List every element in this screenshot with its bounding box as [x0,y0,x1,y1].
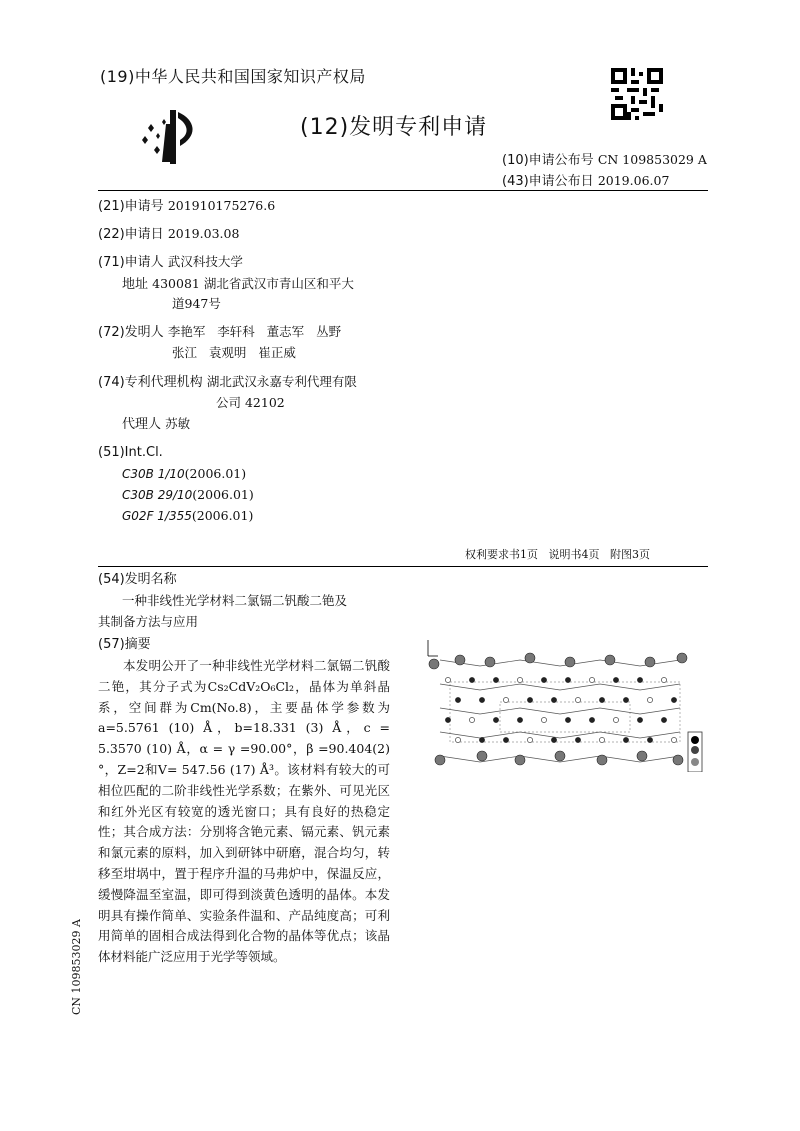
ipc-code: C30B 1/10 [122,467,185,481]
atom [599,737,604,742]
ipc-code: C30B 29/10 [122,488,193,502]
atom [517,717,522,722]
ipc-row [122,506,253,527]
header-divider [98,190,708,191]
publication-date: 2019.06.07 [597,173,670,188]
atom [551,697,556,702]
atom [637,677,642,682]
publication-number: CN 109853029 A [597,152,707,167]
cs-atom [429,659,439,669]
atom [479,697,484,702]
application-date-label: (22)申请日 [98,227,164,242]
ipc-year: (2006.01) [184,466,247,481]
inventors-line-1: 李艳军 李轩科 董志军 丛野 [167,324,342,339]
atom [479,737,484,742]
atom [661,677,666,682]
atom [565,717,570,722]
atom [527,697,532,702]
atom [589,717,594,722]
invention-title-line-2: 其制备方法与应用 [98,614,199,629]
document-type: (12)发明专利申请 [300,115,488,140]
abstract-label: (57)摘要 [98,637,151,652]
atom [469,677,474,682]
cs-atom [605,655,615,665]
atom [551,737,556,742]
agency-row [98,372,357,393]
atom [565,677,570,682]
atom [671,697,676,702]
atom [661,717,666,722]
invention-title-line-1: 一种非线性光学材料二氯镉二钒酸二铯及 [122,593,348,608]
atom [527,737,532,742]
agent-row [122,414,190,435]
cnipa-logo [140,106,200,168]
crystal-structure-figure [420,632,710,772]
star-shape [162,119,166,125]
side-publication-number: CN 109853029 A [70,919,83,1015]
cs-atom [673,755,683,765]
atom [469,717,474,722]
legend-atom [691,736,699,744]
atom [575,737,580,742]
cs-atom [455,655,465,665]
inventors-row [98,322,341,343]
ipc-code: G02F 1/355 [122,509,192,523]
ipc-row [122,464,246,485]
publication-number-row [502,150,707,171]
application-date: 2019.03.08 [167,226,240,241]
abstract-text: 本发明公开了一种非线性光学材料二氯镉二钒酸二铯，其分子式为Cs₂CdV₂O₆Cl₂，晶体为单斜晶系，空间群为Cm(No.8)，主要晶体学参数为a=5.5761 (10) Å，b=18.331 (3) Å，c = 5.3570 (10) Å，α = γ =90.00°，β =90.404(2)°，Z=2和V= 547.56 (17) Å³。该材料有较大的可相位匹配的二阶非线性光学系数；在紫外、可见光区和红外光区有较宽的透光窗口；具有良好的热稳定性；其合成方法：分别将含铯元素、镉元素、钒元素和氯元素的原料，加入到研钵中研磨，混合均匀，转移至坩埚中，置于程序升温的马弗炉中，保温反应，缓慢降温至室温，即可得到淡黄色透明的晶体。本发明具有操作简单、实验条件温和、产品纯度高；可利用简单的固相合成法得到化合物的晶体等优点；该晶体材料能广泛应用于光学等领域。 [98,658,390,965]
cs-atom [477,751,487,761]
qr-code [611,68,663,120]
legend-atom [691,746,699,754]
star-shape [156,133,160,139]
cs-atom [515,755,525,765]
atom [503,737,508,742]
applicant: 武汉科技大学 [167,254,243,269]
atom [541,717,546,722]
atom [493,717,498,722]
inventors-label: (72)发明人 [98,325,164,340]
atom [599,697,604,702]
application-date-row [98,224,239,245]
inventors-line-2: 张江 袁观明 崔正威 [172,345,296,360]
agent: 苏敏 [165,416,191,431]
publication-date-row [502,171,669,192]
atom [671,737,676,742]
ipc-row [122,485,254,506]
publication-date-label: (43)申请公布日 [502,174,594,189]
cs-atom [597,755,607,765]
atom [613,717,618,722]
agency-line-2: 公司 42102 [216,395,285,410]
star-shape [142,136,148,144]
applicant-row [98,252,243,273]
atom [455,697,460,702]
atom [493,677,498,682]
atom [647,697,652,702]
atom [575,697,580,702]
star-shape [154,146,160,154]
atom [541,677,546,682]
intcl-label: (51)Int.Cl. [98,445,163,460]
agency-label: (74)专利代理机构 [98,375,203,390]
cs-atom [525,653,535,663]
cs-atom [645,657,655,667]
title-label: (54)发明名称 [98,572,177,587]
atom [517,677,522,682]
address-line-2: 道947号 [172,296,221,311]
page-counts: 权利要求书1页 说明书4页 附图3页 [465,548,650,561]
atom [623,737,628,742]
ipc-year: (2006.01) [191,508,254,523]
cs-atom [485,657,495,667]
issuing-office: (19)中华人民共和国国家知识产权局 [100,67,366,86]
cs-atom [677,653,687,663]
atom [589,677,594,682]
atom [637,717,642,722]
atom [503,697,508,702]
agency-line-1: 湖北武汉永嘉专利代理有限 [206,374,357,389]
atom [445,717,450,722]
biblio-divider [98,566,708,567]
atom [455,737,460,742]
cs-atom [565,657,575,667]
agent-label: 代理人 [122,417,162,432]
address-line-1: 430081 湖北省武汉市青山区和平大 [152,276,354,291]
atom [647,737,652,742]
legend-atom [691,758,699,766]
application-number-row [98,196,275,217]
atom [623,697,628,702]
address-label: 地址 [122,277,149,292]
cs-atom [637,751,647,761]
cs-atom [435,755,445,765]
atom [613,677,618,682]
applicant-label: (71)申请人 [98,255,164,270]
application-number-label: (21)申请号 [98,199,164,214]
atom [445,677,450,682]
star-shape [148,124,154,132]
address-row [122,274,354,295]
application-number: 201910175276.6 [167,198,276,213]
publication-number-label: (10)申请公布号 [502,153,594,168]
cs-atom [555,751,565,761]
ipc-year: (2006.01) [192,487,254,502]
